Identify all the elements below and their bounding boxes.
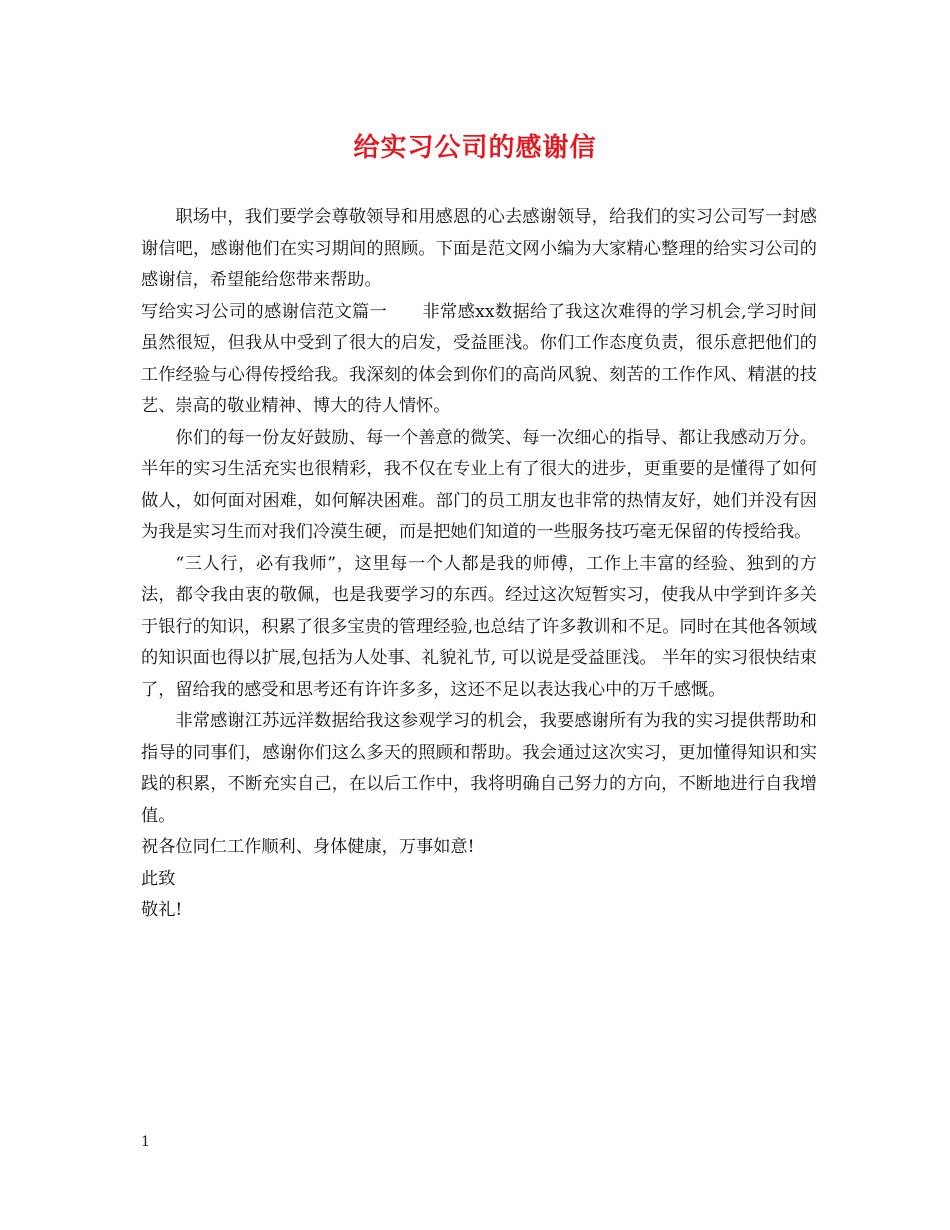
paragraph-sample-one: 写给实习公司的感谢信范文篇一 非常感xx数据给了我这次难得的学习机会,学习时间虽然很短，但我从中受到了很大的启发，受益匪浅。你们工作态度负责，很乐意把他们的工作经验与心得传授给我。我深刻的体会到你们的高尚风貌、刻苦的工作作风、精湛的技艺、崇高的敬业精神、博大的待人情怀。 bbox=[141, 301, 817, 416]
letter-body bbox=[141, 202, 817, 927]
paragraph-teachers: “三人行，必有我师”，这里每一个人都是我的师傅，工作上丰富的经验、独到的方法，都令我由衷的敬佩，也是我要学习的东西。经过这次短暂实习，使我从中学到许多关于银行的知识，积累了很多宝贵的管理经验,也总结了许多教训和不足。同时在其他各领域的知识面也得以扩展,包括为人处事、礼貌礼节, 可以说是受益匪浅。 半年的实习很快结束了，留给我的感受和思考还有许许多多，这还不足以表达我心中的万千感慨。 bbox=[141, 553, 817, 700]
paragraph-intro: 职场中，我们要学会尊敬领导和用感恩的心去感谢领导，给我们的实习公司写一封感谢信吧，感谢他们在实习期间的照顾。下面是范文网小编为大家精心整理的给实习公司的感谢信，希望能给您带来帮助。 bbox=[141, 207, 817, 290]
page-number: 1 bbox=[141, 1134, 150, 1150]
closing-regards: 敬礼! bbox=[141, 900, 183, 920]
paragraph-thanks: 非常感谢江苏远洋数据给我这参观学习的机会，我要感谢所有为我的实习提供帮助和指导的同事们，感谢你们这么多天的照顾和帮助。我会通过这次实习，更加懂得知识和实践的积累，不断充实自己，在以后工作中，我将明确自己努力的方向，不断地进行自我增值。 bbox=[141, 711, 817, 826]
closing-wishes: 祝各位同仁工作顺利、身体健康，万事如意! bbox=[141, 837, 475, 857]
closing-salutation: 此致 bbox=[141, 868, 176, 889]
paragraph-encouragement: 你们的每一份友好鼓励、每一个善意的微笑、每一次细心的指导、都让我感动万分。半年的实习生活充实也很精彩，我不仅在专业上有了很大的进步，更重要的是懂得了如何做人，如何面对困难，如何解决困难。部门的员工朋友也非常的热情友好，她们并没有因为我是实习生而对我们冷漠生硬，而是把她们知道的一些服务技巧毫无保留的传授给我。 bbox=[141, 427, 817, 542]
page-title: 给实习公司的感谢信 bbox=[353, 133, 597, 163]
